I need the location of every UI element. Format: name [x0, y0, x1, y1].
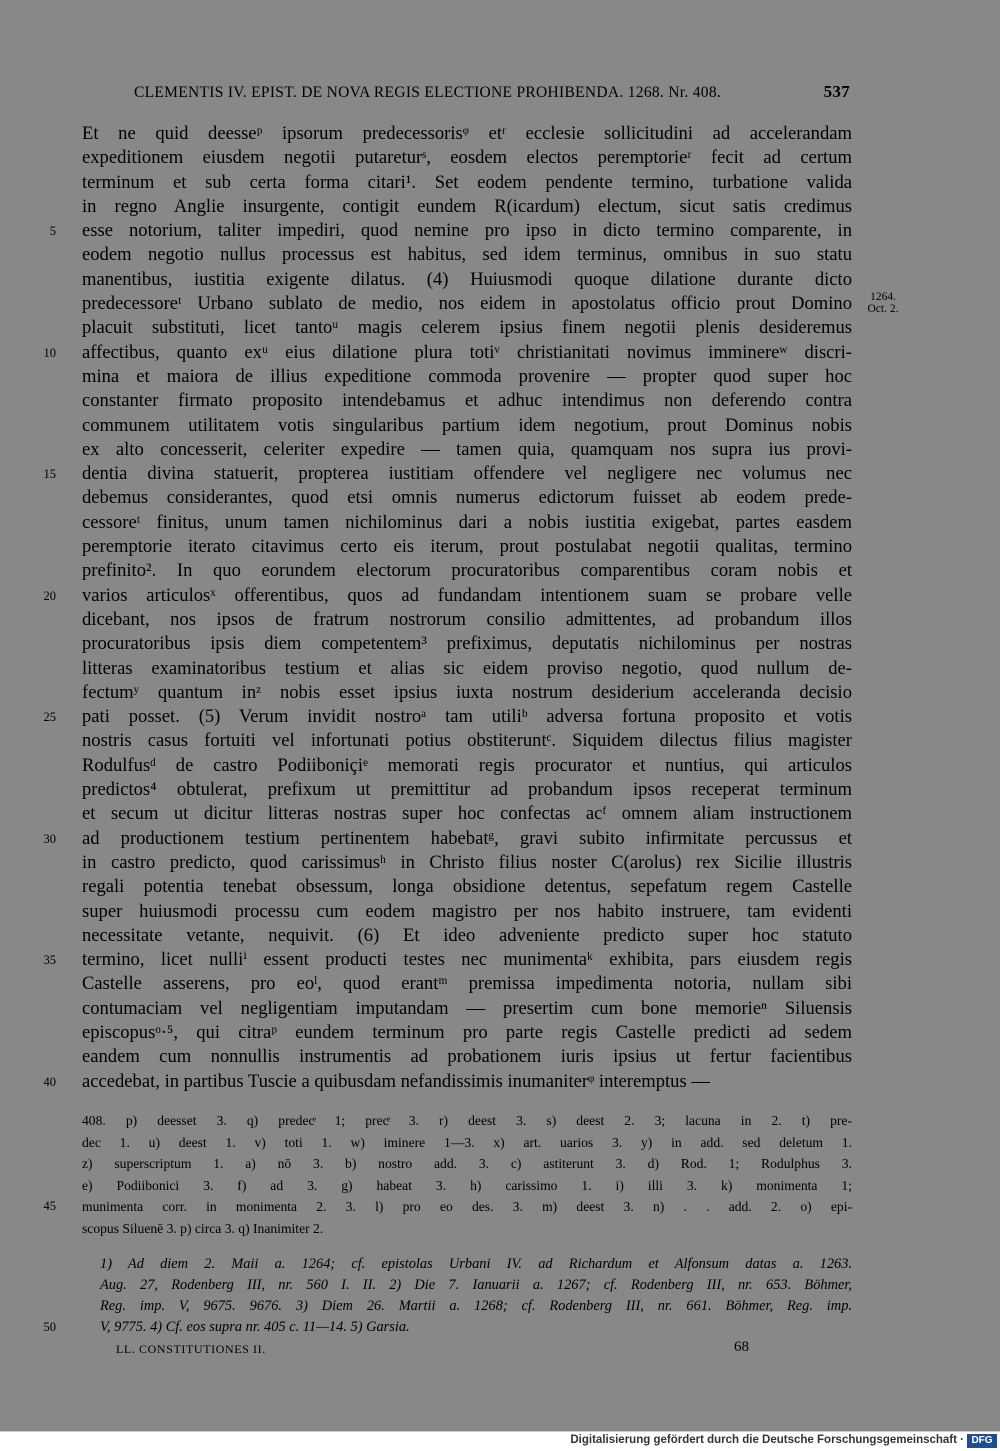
- text-line: [82, 414, 852, 438]
- signature-left: LL. CONSTITUTIONES II.: [116, 1342, 266, 1356]
- variant-line: [82, 1175, 852, 1197]
- text-line-text: varios articulosˣ offerentibus, quos ad fundandam intentionem suam se probare velle: [82, 584, 852, 606]
- text-line: [43, 705, 852, 729]
- text-line-text: Rodulfusᵈ de castro Podiiboniçiᵉ memorati regis procurator et nuntius, qui articulos: [82, 754, 852, 776]
- text-line-text: constanter firmato proposito intendebamus et adhuc intendimus non deferendo contra: [82, 390, 852, 412]
- line-number: 20: [43, 588, 56, 603]
- text-line: [43, 827, 852, 851]
- signature-right: 68: [734, 1339, 749, 1355]
- note-line-text: 1) Ad diem 2. Maii a. 1264; cf. epistolas Urbani IV. ad Richardum et Alfonsum datas a. 1263.: [100, 1256, 852, 1272]
- text-line-text: contumaciam vel negligentiam imputandam — presertim cum bone memorieⁿ Siluensis: [82, 997, 852, 1019]
- text-line-text: procuratoribus ipsis diem competentem³ prefiximus, deputatis nichilominus per nostras: [82, 633, 852, 655]
- text-line-text: accedebat, in partibus Tuscie a quibusdam nefandissimis inumaniterᵠ interemptus —: [82, 1070, 710, 1092]
- text-line-text: in castro predicto, quod carissimusʰ in Christo filius noster C(arolus) rex Sicilie illustris: [82, 851, 852, 873]
- note-line: [100, 1254, 852, 1275]
- text-line-text: manentibus, iustitia exigente dilatus. (4) Huiusmodi quoque dilatione durante dicto: [82, 268, 852, 290]
- dfg-logo: DFG: [967, 1434, 997, 1448]
- line-number: 15: [43, 467, 56, 482]
- text-line: [82, 195, 852, 219]
- note-line-text: Aug. 27, Rodenberg III, nr. 560 I. II. 2) Die 7. Ianuarii a. 1267; cf. Rodenberg III, nr. 653. Böhmer,: [100, 1277, 852, 1293]
- text-line: [82, 924, 852, 948]
- text-line: [82, 875, 852, 899]
- text-line-text: predecessoreᵗ Urbano sublato de medio, nos eidem in apostolatus officio prout Domino: [82, 293, 852, 315]
- text-line-text: expeditionem eiusdem negotii putareturˢ, eosdem electos peremptorieʳ fecit ad certum: [82, 147, 852, 169]
- variant-line-text: z) superscriptum 1. a) nō 3. b) nostro add. 3. c) astiterunt 3. d) Rod. 1; Rodulphus 3.: [82, 1156, 852, 1171]
- text-line-text: predictos⁴ obtulerat, prefixum ut premittitur ad probandum ipsos receperat terminum: [82, 779, 852, 801]
- text-line: [82, 122, 852, 146]
- text-line: [82, 729, 852, 753]
- text-line-text: terminum et sub certa forma citari¹. Set eodem pendente termino, turbatione valida: [82, 171, 852, 193]
- dfg-funding-bar: [0, 1431, 1000, 1451]
- text-line: [82, 146, 852, 170]
- text-line: [49, 219, 852, 243]
- text-line-text: nostris casus fortuiti vel infortunati potius obstiteruntᶜ. Siquidem dilectus filius magister: [82, 730, 852, 752]
- variant-line-text: 408. p) deesset 3. q) predecͤ 1; precͤ 3. r) deest 3. s) deest 2. 3; lacuna in 2. t) pre-: [82, 1113, 852, 1128]
- text-line: [82, 802, 852, 826]
- text-line: [82, 292, 852, 316]
- text-line: [82, 681, 852, 705]
- text-line-text: episcopusᵒ·⁵, qui citraᵖ eundem terminum pro parte regis Castelle predicti ad sedem: [82, 1021, 852, 1043]
- page-number: 537: [823, 82, 850, 101]
- text-line: [43, 584, 852, 608]
- text-line-text: regali potentia tenebat obsessum, longa obsidione detentus, sepefatum regem Castelle: [82, 876, 852, 898]
- variant-line: [82, 1153, 852, 1175]
- margin-date: Oct. 2.: [867, 303, 899, 315]
- text-line: [82, 535, 852, 559]
- variant-line: [82, 1132, 852, 1154]
- text-line: [82, 486, 852, 510]
- text-line-text: necessitate vetante, nequivit. (6) Et ideo adveniente predicto super hoc statuto: [82, 924, 852, 946]
- text-line: [82, 754, 852, 778]
- text-line: [82, 316, 852, 340]
- variant-line-text: dec 1. u) deest 1. v) toti 1. w) iminere 1—3. x) art. uarios 3. y) in add. sed deletum 1.: [82, 1134, 852, 1150]
- text-line: [82, 778, 852, 802]
- text-line: [82, 1045, 852, 1069]
- text-line-text: eandem cum nonnullis instrumentis ad probationem iuris ipsius ut fertur facientibus: [82, 1046, 852, 1068]
- variant-line-text: scopus Siluenē 3. p) circa 3. q) Inanimiter 2.: [82, 1220, 324, 1236]
- variant-line: [43, 1196, 852, 1218]
- text-line-text: eodem negotio nullus processus est habitus, sed idem terminus, omnibus in suo statu: [82, 244, 852, 266]
- main-text-block: [43, 122, 852, 1094]
- margin-year: 1264.: [870, 291, 896, 303]
- text-line-text: placuit substituti, licet tantoᵘ magis celerem ipsius finem negotii plenis desideremus: [82, 317, 852, 339]
- text-line: [82, 608, 852, 632]
- running-title: CLEMENTIS IV. EPIST. DE NOVA REGIS ELECTIONE PROHIBENDA. 1268. Nr. 408.: [134, 84, 722, 101]
- text-line-text: in regno Anglie insurgente, contigit eundem R(icardum) electum, sicut satis credimus: [82, 195, 852, 217]
- text-line: [43, 948, 852, 972]
- text-line-text: esse notorium, taliter impediri, quod nemine pro ipso in dicto termino comparente, in: [82, 220, 852, 242]
- text-line-text: prefinito². In quo eorundem electorum procuratoribus comparentibus coram nobis et: [82, 560, 852, 582]
- text-line: [82, 657, 852, 681]
- text-line: [43, 341, 852, 365]
- note-line: [100, 1296, 852, 1317]
- running-header: [134, 84, 850, 102]
- line-number: 30: [43, 831, 56, 846]
- note-line: [43, 1317, 852, 1338]
- text-line: [82, 389, 852, 413]
- text-line: [82, 438, 852, 462]
- line-number: 45: [43, 1199, 56, 1213]
- line-number: 40: [43, 1074, 56, 1089]
- variant-line: [82, 1110, 852, 1132]
- text-line: [43, 462, 852, 486]
- line-number: 10: [43, 345, 56, 360]
- text-line-text: ad productionem testium pertinentem habebatᵍ, gravi subito infirmitate percussus et: [82, 827, 852, 849]
- text-line-text: Et ne quid deesseᵖ ipsorum predecessorisᵠ etʳ ecclesie sollicitudini ad accelerandam: [82, 123, 852, 144]
- text-line: [82, 972, 852, 996]
- text-line-text: Castelle asserens, pro eoˡ, quod erantᵐ premissa impedimenta notoria, nullam sibi: [82, 973, 852, 995]
- text-line-text: peremptorie iterato citavimus certo eis iterum, prout postulabat negotii qualitas, termino: [82, 536, 852, 558]
- text-line: [82, 365, 852, 389]
- text-line-text: ex alto concesserit, celeriter expedire — tamen quia, quamquam nos supra ius provi-: [82, 438, 852, 460]
- line-number: 5: [49, 224, 56, 239]
- text-line: [82, 900, 852, 924]
- text-line: [82, 559, 852, 583]
- text-line: [82, 243, 852, 267]
- line-number: 35: [43, 953, 56, 968]
- line-number: 25: [43, 710, 56, 725]
- text-line: [82, 268, 852, 292]
- variant-line-text: munimenta corr. in monimenta 2. 3. l) pro eo des. 3. m) deest 3. n) . . add. 2. o) epi-: [82, 1199, 852, 1214]
- note-line-text: Reg. imp. V, 9675. 9676. 3) Diem 26. Martii a. 1268; cf. Rodenberg III, nr. 661. Böhmer, Reg. imp.: [100, 1298, 852, 1314]
- dfg-funding-text: Digitalisierung gefördert durch die Deutsche Forschungsgemeinschaft ·: [570, 1434, 964, 1446]
- text-line: [82, 171, 852, 195]
- text-line-text: dentia divina statuerit, propterea iustitiam offendere vel negligere nec volumus nec: [82, 463, 852, 485]
- text-line-text: affectibus, quanto exᵘ eius dilatione plura totiᵛ christianitati novimus imminereʷ discri-: [82, 341, 852, 363]
- text-line-text: debemus considerantes, quod etsi omnis numerus edictorum fuisset ab eodem prede-: [82, 487, 852, 509]
- text-line-text: mina et maiora de illius expeditione commoda provenire — propter quod super hoc: [82, 365, 852, 387]
- text-line: [82, 1021, 852, 1045]
- note-line-text: V, 9775. 4) Cf. eos supra nr. 405 c. 11—14. 5) Garsia.: [100, 1319, 410, 1335]
- text-line-text: et secum ut dicitur litteras nostras super hoc confectas acᶠ omnem aliam instructionem: [82, 803, 852, 825]
- text-line-text: pati posset. (5) Verum invidit nostroᵃ tam utiliᵇ adversa fortuna proposito et votis: [82, 706, 852, 728]
- line-number: 50: [43, 1320, 56, 1334]
- text-line-text: termino, licet nulliⁱ essent producti testes nec munimentaᵏ exhibita, pars eiusdem regis: [82, 949, 852, 971]
- text-line-text: super huiusmodi processu cum eodem magistro per nos habito instruere, tam evidenti: [82, 900, 852, 922]
- text-line-text: litteras examinatoribus testium et alias sic eidem proviso negotio, quod nullum de-: [82, 657, 852, 679]
- text-line: [43, 1070, 852, 1094]
- text-line: [82, 851, 852, 875]
- note-line: [100, 1275, 852, 1296]
- text-line: [82, 997, 852, 1021]
- margin-date-note: [855, 291, 911, 315]
- text-line: [82, 632, 852, 656]
- variant-readings: [43, 1110, 852, 1239]
- footnotes: [43, 1254, 852, 1338]
- variant-line: [82, 1218, 852, 1240]
- variant-line-text: e) Podiibonici 3. f) ad 3. g) habeat 3. h) carissimo 1. i) illi 3. k) monimenta 1;: [82, 1177, 852, 1193]
- text-line-text: communem utilitatem votis singularibus partium idem negotium, prout Dominus nobis: [82, 414, 852, 436]
- text-line-text: fectumʸ quantum inᶻ nobis esset ipsius iuxta nostrum desiderium acceleranda decisio: [82, 681, 852, 703]
- text-line-text: cessoreᵗ finitus, unum tamen nichilominus dari a nobis iustitia exigebat, partes easdem: [82, 511, 852, 533]
- text-line-text: dicebant, nos ipsos de fratrum nostrorum consilio admittentes, ad probandum illos: [82, 608, 852, 630]
- text-line: [82, 511, 852, 535]
